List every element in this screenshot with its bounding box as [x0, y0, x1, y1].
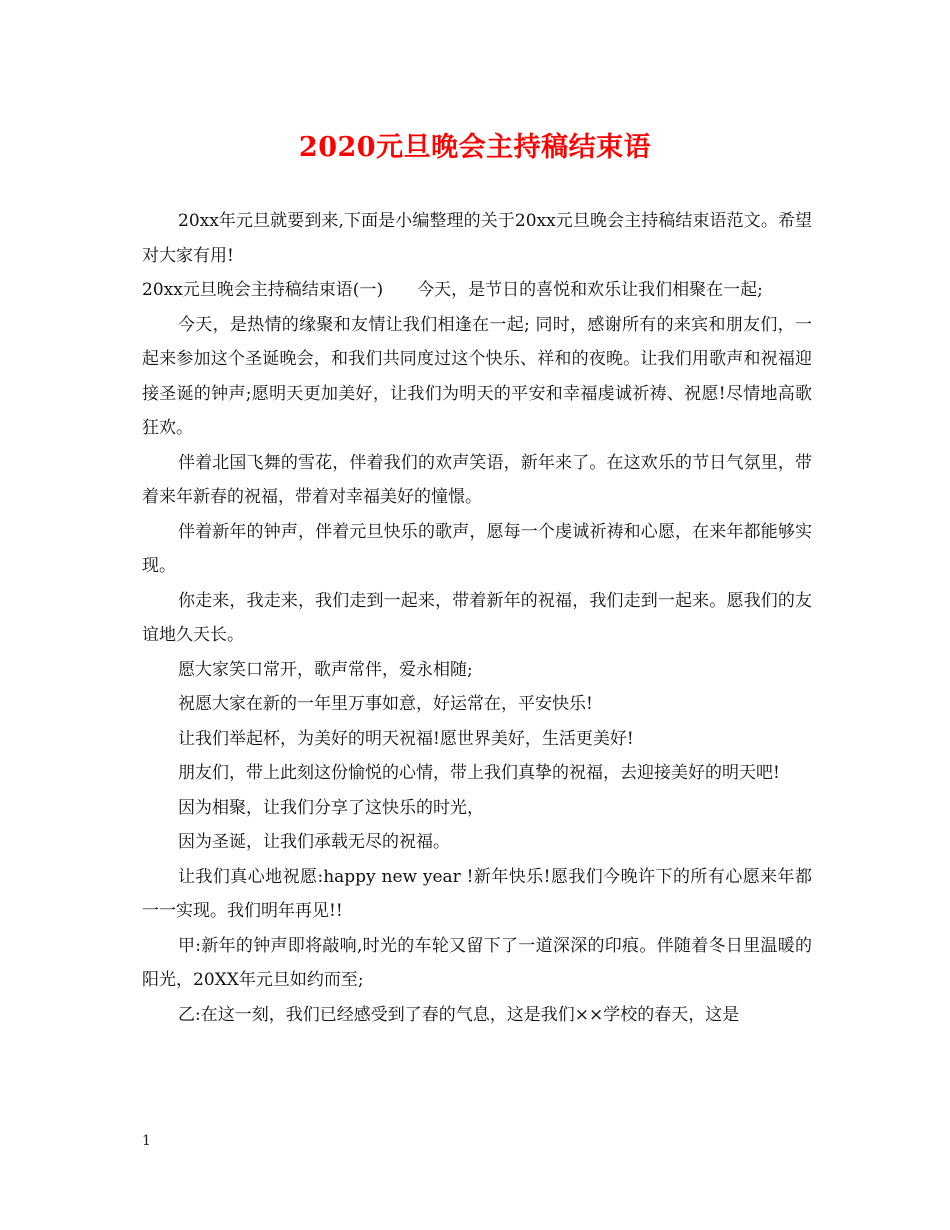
paragraph: 伴着新年的钟声，伴着元旦快乐的歌声，愿每一个虔诚祈祷和心愿，在来年都能够实现。 — [142, 521, 812, 576]
paragraph: 愿大家笑口常开，歌声常伴，爱永相随; — [178, 659, 473, 680]
paragraph: 甲:新年的钟声即将敲响,时光的车轮又留下了一道深深的印痕。伴随着冬日里温暖的阳光，20XX年元旦如约而至; — [142, 935, 812, 990]
paragraph: 20xx元旦晚会主持稿结束语(一) 今天，是节日的喜悦和欢乐让我们相聚在一起; — [142, 280, 763, 300]
document-body — [142, 204, 812, 1032]
paragraph: 因为相聚，让我们分享了这快乐的时光， — [178, 797, 484, 818]
document-title: 2020元旦晚会主持稿结束语 — [298, 132, 652, 163]
paragraph: 你走来，我走来，我们走到一起来，带着新年的祝福，我们走到一起来。愿我们的友谊地久天长。 — [142, 590, 812, 645]
paragraph: 让我们真心地祝愿:happy new year !新年快乐!愿我们今晚许下的所有心愿来年都一一实现。我们明年再见!! — [142, 866, 812, 921]
paragraph: 今天，是热情的缘聚和友情让我们相逢在一起; 同时，感谢所有的来宾和朋友们，一起来参加这个圣诞晚会，和我们共同度过这个快乐、祥和的夜晚。让我们用歌声和祝福迎接圣诞的钟声;愿明天更加美好，让我们为明天的平安和幸福虔诚祈祷、祝愿!尽情地高歌狂欢。 — [142, 314, 812, 438]
paragraph: 祝愿大家在新的一年里万事如意，好运常在，平安快乐! — [178, 694, 593, 714]
paragraph: 朋友们，带上此刻这份愉悦的心情，带上我们真挚的祝福，去迎接美好的明天吧! — [178, 763, 780, 783]
paragraph: 伴着北国飞舞的雪花，伴着我们的欢声笑语，新年来了。在这欢乐的节日气氛里，带着来年新春的祝福，带着对幸福美好的憧憬。 — [142, 452, 812, 507]
page-number: 1 — [142, 1133, 151, 1149]
paragraph: 20xx年元旦就要到来,下面是小编整理的关于20xx元旦晚会主持稿结束语范文。希望对大家有用! — [142, 211, 812, 266]
paragraph: 让我们举起杯，为美好的明天祝福!愿世界美好，生活更美好! — [178, 728, 634, 749]
paragraph: 乙:在这一刻，我们已经感受到了春的气息，这是我们××学校的春天，这是 — [178, 1004, 740, 1025]
paragraph: 因为圣诞，让我们承载无尽的祝福。 — [178, 832, 450, 852]
